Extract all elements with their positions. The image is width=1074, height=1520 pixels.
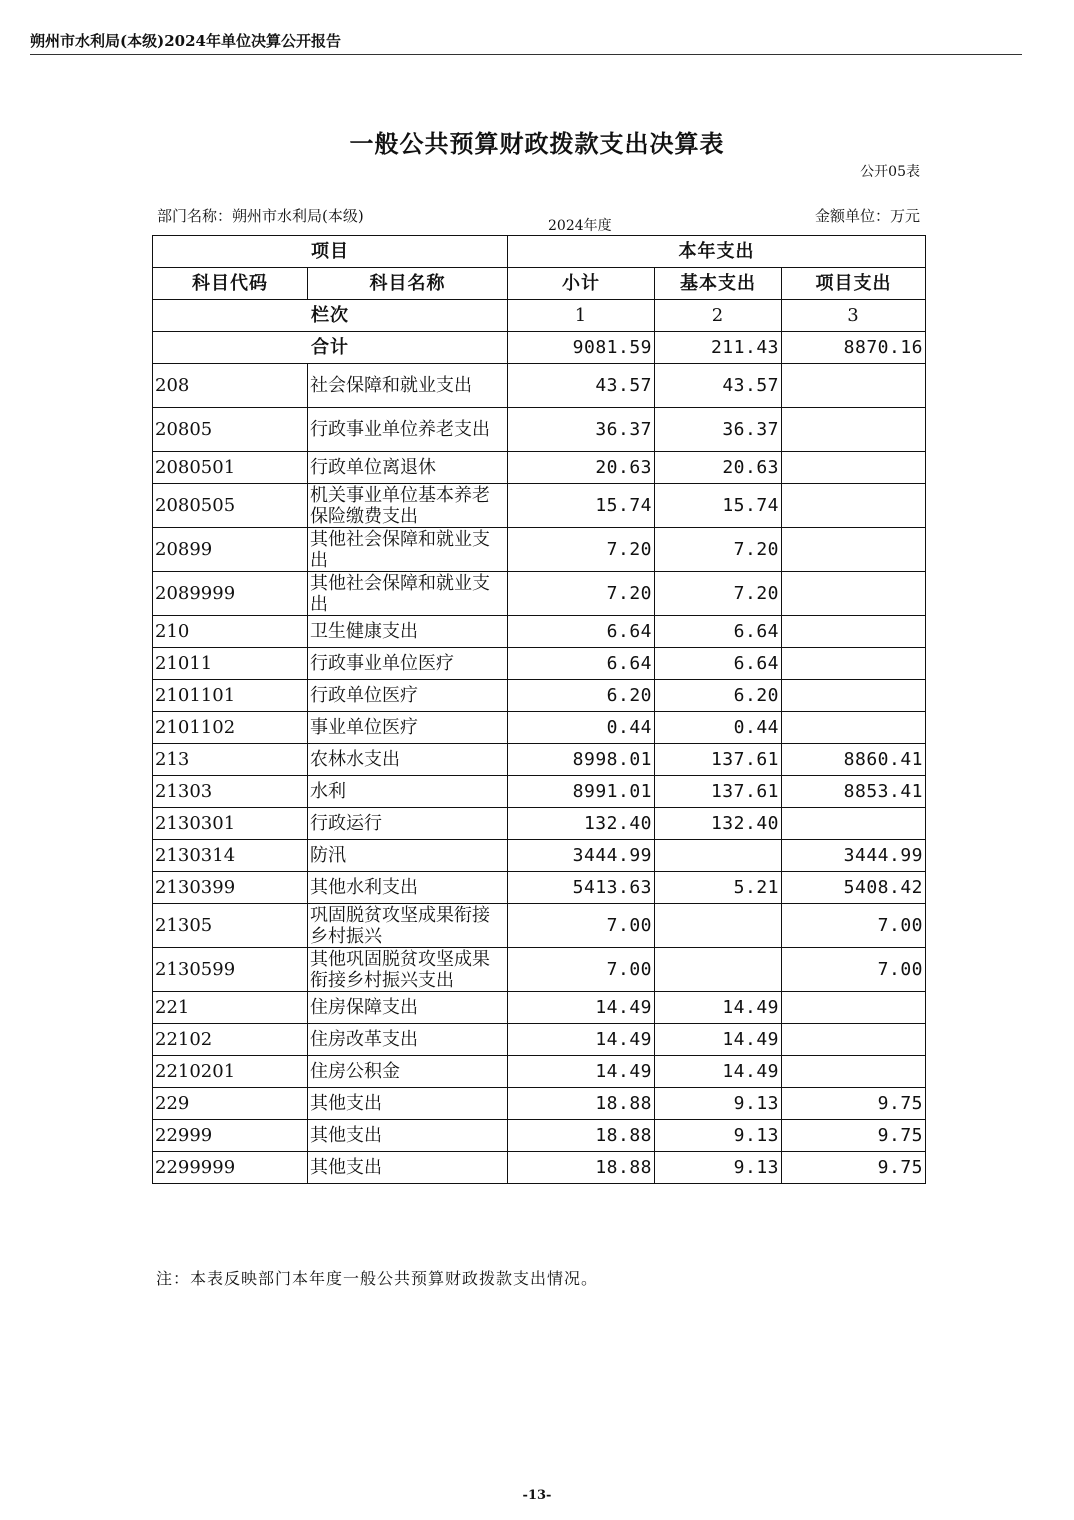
row-basic: 15.74 — [655, 484, 782, 528]
total-project: 8870.16 — [782, 332, 926, 364]
row-subtotal: 14.49 — [508, 1056, 655, 1088]
total-label: 合计 — [153, 332, 508, 364]
row-name: 住房公积金 — [308, 1056, 508, 1088]
row-subtotal: 7.00 — [508, 904, 655, 948]
row-basic: 14.49 — [655, 1056, 782, 1088]
row-code: 2130314 — [153, 840, 308, 872]
row-subtotal: 14.49 — [508, 992, 655, 1024]
row-subtotal: 36.37 — [508, 408, 655, 452]
row-name: 巩固脱贫攻坚成果衔接乡村振兴 — [308, 904, 508, 948]
row-code: 221 — [153, 992, 308, 1024]
row-subtotal: 14.49 — [508, 1024, 655, 1056]
row-project: 8853.41 — [782, 776, 926, 808]
row-name: 卫生健康支出 — [308, 616, 508, 648]
row-name: 事业单位医疗 — [308, 712, 508, 744]
row-project — [782, 712, 926, 744]
table-row — [153, 992, 926, 1024]
table-row — [153, 1152, 926, 1184]
table-row — [153, 872, 926, 904]
row-code: 20899 — [153, 528, 308, 572]
row-basic — [655, 840, 782, 872]
table-row — [153, 1088, 926, 1120]
row-project — [782, 408, 926, 452]
row-project — [782, 452, 926, 484]
row-code: 2210201 — [153, 1056, 308, 1088]
row-basic: 9.13 — [655, 1088, 782, 1120]
row-project — [782, 616, 926, 648]
row-subtotal: 5413.63 — [508, 872, 655, 904]
row-project: 9.75 — [782, 1120, 926, 1152]
row-name: 行政单位离退休 — [308, 452, 508, 484]
row-name: 住房改革支出 — [308, 1024, 508, 1056]
row-subtotal: 8991.01 — [508, 776, 655, 808]
fiscal-year: 2024年度 — [548, 218, 612, 234]
row-project — [782, 648, 926, 680]
row-name: 农林水支出 — [308, 744, 508, 776]
row-name: 行政运行 — [308, 808, 508, 840]
total-row — [153, 332, 926, 364]
row-code: 213 — [153, 744, 308, 776]
row-project — [782, 680, 926, 712]
column-index-label: 栏次 — [153, 300, 508, 332]
row-basic: 14.49 — [655, 992, 782, 1024]
row-basic: 132.40 — [655, 808, 782, 840]
row-name: 行政事业单位养老支出 — [308, 408, 508, 452]
row-code: 2130399 — [153, 872, 308, 904]
row-name: 住房保障支出 — [308, 992, 508, 1024]
row-project: 7.00 — [782, 948, 926, 992]
table-row — [153, 484, 926, 528]
table-row — [153, 364, 926, 408]
budget-table — [152, 235, 926, 1184]
row-subtotal: 3444.99 — [508, 840, 655, 872]
row-subtotal: 6.64 — [508, 648, 655, 680]
header-project: 项目 — [153, 236, 508, 268]
row-subtotal: 20.63 — [508, 452, 655, 484]
amount-unit: 金额单位：万元 — [814, 207, 920, 225]
row-project — [782, 364, 926, 408]
column-index-3: 3 — [782, 300, 926, 332]
row-subtotal: 6.64 — [508, 616, 655, 648]
row-name: 其他巩固脱贫攻坚成果衔接乡村振兴支出 — [308, 948, 508, 992]
row-project: 3444.99 — [782, 840, 926, 872]
header-name: 科目名称 — [308, 268, 508, 300]
row-name: 其他支出 — [308, 1088, 508, 1120]
row-code: 2101102 — [153, 712, 308, 744]
row-project — [782, 1024, 926, 1056]
table-row — [153, 452, 926, 484]
row-subtotal: 18.88 — [508, 1152, 655, 1184]
row-subtotal: 7.20 — [508, 572, 655, 616]
row-name: 水利 — [308, 776, 508, 808]
table-row — [153, 904, 926, 948]
row-basic: 20.63 — [655, 452, 782, 484]
row-subtotal: 15.74 — [508, 484, 655, 528]
row-basic: 6.64 — [655, 648, 782, 680]
document-title: 一般公共预算财政拨款支出决算表 — [349, 129, 725, 158]
column-index-2: 2 — [655, 300, 782, 332]
row-code: 210 — [153, 616, 308, 648]
row-project — [782, 484, 926, 528]
table-row — [153, 648, 926, 680]
row-code: 2299999 — [153, 1152, 308, 1184]
row-basic: 36.37 — [655, 408, 782, 452]
row-code: 21011 — [153, 648, 308, 680]
row-basic — [655, 904, 782, 948]
table-row — [153, 408, 926, 452]
row-basic: 14.49 — [655, 1024, 782, 1056]
table-row — [153, 776, 926, 808]
row-basic: 137.61 — [655, 776, 782, 808]
header-row-2 — [153, 268, 926, 300]
column-index-row — [153, 300, 926, 332]
row-name: 其他支出 — [308, 1120, 508, 1152]
row-basic: 9.13 — [655, 1152, 782, 1184]
row-code: 208 — [153, 364, 308, 408]
row-subtotal: 6.20 — [508, 680, 655, 712]
row-code: 229 — [153, 1088, 308, 1120]
total-basic: 211.43 — [655, 332, 782, 364]
department-label: 部门名称：朔州市水利局(本级) — [157, 207, 364, 225]
row-project — [782, 808, 926, 840]
row-project: 7.00 — [782, 904, 926, 948]
table-row — [153, 1056, 926, 1088]
row-subtotal: 7.20 — [508, 528, 655, 572]
header-project-expense: 项目支出 — [782, 268, 926, 300]
row-project: 9.75 — [782, 1088, 926, 1120]
row-subtotal: 18.88 — [508, 1120, 655, 1152]
table-row — [153, 572, 926, 616]
total-subtotal: 9081.59 — [508, 332, 655, 364]
table-row — [153, 808, 926, 840]
header-basic: 基本支出 — [655, 268, 782, 300]
row-subtotal: 0.44 — [508, 712, 655, 744]
row-code: 2080505 — [153, 484, 308, 528]
header-code: 科目代码 — [153, 268, 308, 300]
row-name: 机关事业单位基本养老保险缴费支出 — [308, 484, 508, 528]
header-row-1 — [153, 236, 926, 268]
row-subtotal: 18.88 — [508, 1088, 655, 1120]
row-subtotal: 8998.01 — [508, 744, 655, 776]
row-basic: 137.61 — [655, 744, 782, 776]
table-row — [153, 528, 926, 572]
row-basic: 7.20 — [655, 572, 782, 616]
header-current-expense: 本年支出 — [508, 236, 926, 268]
column-index-1: 1 — [508, 300, 655, 332]
row-name: 社会保障和就业支出 — [308, 364, 508, 408]
row-name: 其他支出 — [308, 1152, 508, 1184]
header-subtotal: 小计 — [508, 268, 655, 300]
row-code: 22102 — [153, 1024, 308, 1056]
table-row — [153, 680, 926, 712]
table-row — [153, 1024, 926, 1056]
table-row — [153, 1120, 926, 1152]
row-basic: 6.20 — [655, 680, 782, 712]
row-project — [782, 528, 926, 572]
table-row — [153, 616, 926, 648]
row-code: 2080501 — [153, 452, 308, 484]
row-code: 2101101 — [153, 680, 308, 712]
row-name: 其他社会保障和就业支出 — [308, 572, 508, 616]
row-basic: 5.21 — [655, 872, 782, 904]
row-project — [782, 1056, 926, 1088]
row-name: 其他社会保障和就业支出 — [308, 528, 508, 572]
row-code: 21303 — [153, 776, 308, 808]
row-subtotal: 43.57 — [508, 364, 655, 408]
row-code: 22999 — [153, 1120, 308, 1152]
row-name: 行政事业单位医疗 — [308, 648, 508, 680]
row-basic: 9.13 — [655, 1120, 782, 1152]
table-row — [153, 948, 926, 992]
row-code: 2089999 — [153, 572, 308, 616]
running-header: 朔州市水利局(本级)2024年单位决算公开报告 — [30, 32, 341, 50]
row-project — [782, 992, 926, 1024]
table-note: 注：本表反映部门本年度一般公共预算财政拨款支出情况。 — [156, 1269, 599, 1288]
row-code: 20805 — [153, 408, 308, 452]
form-number: 公开05表 — [860, 164, 920, 180]
row-project: 8860.41 — [782, 744, 926, 776]
table-row — [153, 744, 926, 776]
row-project: 9.75 — [782, 1152, 926, 1184]
row-basic: 7.20 — [655, 528, 782, 572]
header-rule — [30, 54, 1022, 55]
row-subtotal: 7.00 — [508, 948, 655, 992]
row-code: 2130599 — [153, 948, 308, 992]
row-basic: 43.57 — [655, 364, 782, 408]
row-basic — [655, 948, 782, 992]
row-subtotal: 132.40 — [508, 808, 655, 840]
page-number: -13- — [522, 1488, 552, 1503]
row-project — [782, 572, 926, 616]
row-project: 5408.42 — [782, 872, 926, 904]
table-row — [153, 712, 926, 744]
row-name: 行政单位医疗 — [308, 680, 508, 712]
row-code: 2130301 — [153, 808, 308, 840]
row-basic: 0.44 — [655, 712, 782, 744]
row-basic: 6.64 — [655, 616, 782, 648]
table-row — [153, 840, 926, 872]
row-code: 21305 — [153, 904, 308, 948]
row-name: 其他水利支出 — [308, 872, 508, 904]
row-name: 防汛 — [308, 840, 508, 872]
